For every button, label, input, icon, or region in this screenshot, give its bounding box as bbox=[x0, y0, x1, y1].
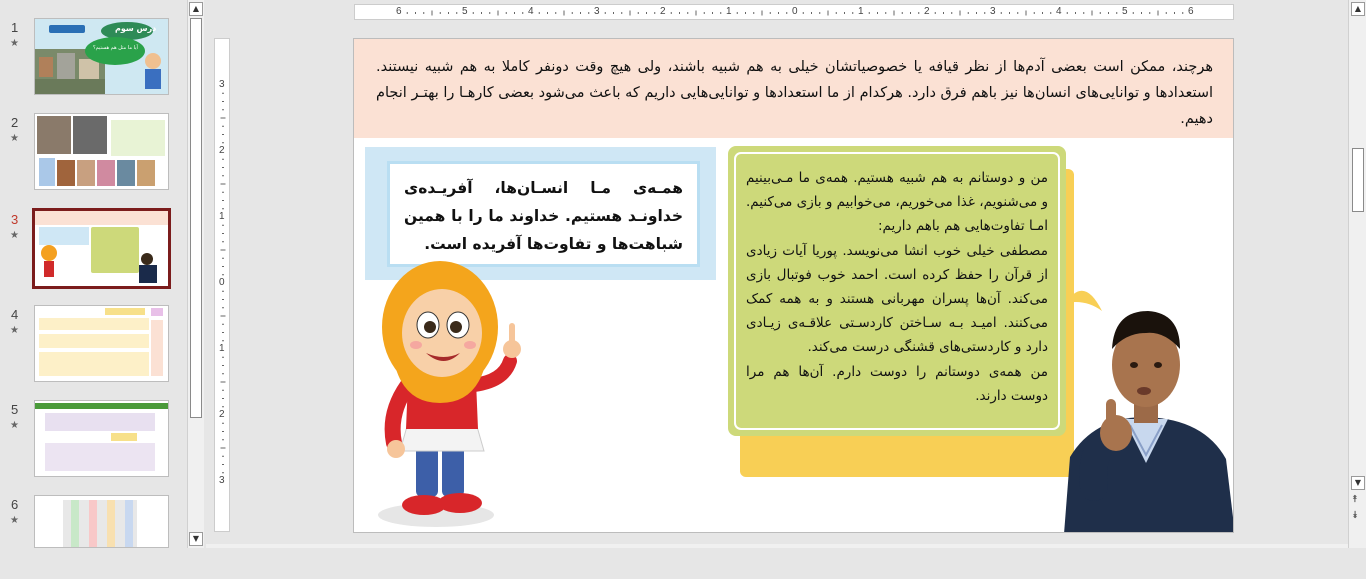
scroll-up-arrow-icon[interactable]: ▲ bbox=[189, 2, 203, 16]
animation-star-icon: ★ bbox=[10, 420, 19, 431]
girl-speech-text[interactable]: همـه‌ی مـا انسـان‌ها، آفریـده‌ی خداونـد هستیم. خداوند ما را با همین شباهت‌ها و تفاوت‌ها آفریده است. bbox=[387, 161, 700, 267]
slide-number: 4 bbox=[11, 307, 19, 322]
scroll-down-arrow-icon[interactable]: ▼ bbox=[189, 532, 203, 546]
slide-thumbnail-row-6[interactable] bbox=[0, 495, 186, 579]
ruler-label: 1 bbox=[858, 6, 864, 17]
slide-thumbnail-row-4[interactable] bbox=[0, 305, 186, 389]
slide-5-preview bbox=[35, 401, 168, 476]
ruler-label: 6 bbox=[1188, 6, 1194, 17]
ruler-label: 2 bbox=[219, 145, 225, 156]
girl-cartoon-image[interactable] bbox=[364, 253, 524, 533]
editor-scrollbar[interactable] bbox=[1348, 0, 1366, 548]
intro-text-box[interactable]: هرچند، ممکن است بعضی آدم‌ها از نظر قیافه یا خصوصیاتشان خیلی به هم شبیه باشند، ولی هیچ وقت دونفر کاملا به هم شبیه نیستند. استعدادها و توانایی‌های انسان‌ها نیز باهم فرق دارد. هرکدام از ما استعدادها و توانایی‌هایی داریم که باعث می‌شود بعضی کارهـا را بهتـر انجام دهیم. bbox=[354, 39, 1234, 138]
slide-1-subtitle: آیا ما مثل هم هستیم؟ bbox=[93, 45, 138, 51]
slide-thumbnail-3[interactable] bbox=[32, 208, 171, 289]
vertical-ruler[interactable] bbox=[214, 38, 230, 532]
slide-thumbnail-2[interactable] bbox=[34, 113, 169, 190]
animation-star-icon: ★ bbox=[10, 38, 19, 49]
ruler-label: 2 bbox=[219, 409, 225, 420]
ruler-label: 3 bbox=[594, 6, 600, 17]
slide-thumbnail-row-1[interactable] bbox=[0, 18, 186, 102]
animation-star-icon: ★ bbox=[10, 325, 19, 336]
scrollbar-thumb[interactable] bbox=[1352, 148, 1364, 212]
slide-4-preview bbox=[35, 306, 168, 381]
slide-thumbnail-5[interactable] bbox=[34, 400, 169, 477]
animation-star-icon: ★ bbox=[10, 515, 19, 526]
ruler-label: 3 bbox=[219, 475, 225, 486]
ruler-label: 1 bbox=[219, 343, 225, 354]
slide-1-title-badge: درس سوم bbox=[115, 24, 157, 33]
ruler-label: 3 bbox=[219, 79, 225, 90]
horizontal-ruler[interactable] bbox=[354, 4, 1234, 20]
slide-canvas[interactable] bbox=[353, 38, 1234, 533]
animation-star-icon: ★ bbox=[10, 230, 19, 241]
slide-2-preview bbox=[35, 114, 168, 189]
ruler-label: 3 bbox=[990, 6, 996, 17]
ruler-label: 2 bbox=[660, 6, 666, 17]
scroll-down-arrow-icon[interactable]: ▼ bbox=[1351, 476, 1365, 490]
next-slide-icon[interactable]: ⯯ bbox=[1352, 510, 1358, 521]
ruler-label: 0 bbox=[792, 6, 798, 17]
ruler-label: 0 bbox=[219, 277, 225, 288]
boy-speech-box[interactable] bbox=[728, 146, 1066, 436]
slide-number: 6 bbox=[11, 497, 19, 512]
horizontal-scroll-track bbox=[206, 544, 1348, 548]
ruler-label: 1 bbox=[219, 211, 225, 222]
slide-thumbnail-pane bbox=[0, 0, 186, 548]
slide-thumbnail-row-2[interactable] bbox=[0, 113, 186, 197]
ruler-label: 5 bbox=[462, 6, 468, 17]
thumbnail-pane-scrollbar[interactable] bbox=[187, 0, 204, 548]
ruler-label: 5 bbox=[1122, 6, 1128, 17]
ruler-label: 4 bbox=[528, 6, 534, 17]
slide-number: 5 bbox=[11, 402, 19, 417]
slide-thumbnail-row-3[interactable] bbox=[0, 210, 186, 294]
slide-number: 3 bbox=[11, 212, 19, 227]
ruler-label: 4 bbox=[1056, 6, 1062, 17]
scrollbar-thumb[interactable] bbox=[190, 18, 202, 418]
previous-slide-icon[interactable]: ⯭ bbox=[1352, 494, 1358, 505]
ruler-label: 1 bbox=[726, 6, 732, 17]
slide-number: 2 bbox=[11, 115, 19, 130]
boy-speech-text[interactable]: من و دوستانم به هم شبیه هستیم. همه‌ی ما مـی‌بینیم و می‌شنویم، غذا می‌خوریم، می‌خوابیم و بازی می‌کنیم. امـا تفاوت‌هایی هم باهم داریم: مصطفی خیلی خوب انشا می‌نویسد. پوریا آیات زیادی از قرآن را حفظ کرده است. احمد خوب فوتبال بازی می‌کند. آن‌ها پسران مهربانی هستند و به همه کمک می‌کنند. امیـد بـه سـاختن کاردسـتی علاقـه‌ی زیـادی دارد و کاردستی‌های قشنگی درست می‌کند. من همه‌ی دوستانم را دوست دارم. آن‌ها هم مرا دوست دارند. bbox=[734, 152, 1060, 430]
slide-thumbnail-4[interactable] bbox=[34, 305, 169, 382]
ruler-label: 2 bbox=[924, 6, 930, 17]
slide-3-preview bbox=[35, 211, 168, 286]
slide-number: 1 bbox=[11, 20, 19, 35]
animation-star-icon: ★ bbox=[10, 133, 19, 144]
slide-thumbnail-row-5[interactable] bbox=[0, 400, 186, 484]
slide-thumbnail-1[interactable] bbox=[34, 18, 169, 95]
boy-photo-image[interactable] bbox=[1054, 287, 1234, 533]
slide-6-preview bbox=[35, 496, 168, 548]
ruler-label: 6 bbox=[396, 6, 402, 17]
scroll-up-arrow-icon[interactable]: ▲ bbox=[1351, 2, 1365, 16]
slide-thumbnail-6[interactable] bbox=[34, 495, 169, 548]
